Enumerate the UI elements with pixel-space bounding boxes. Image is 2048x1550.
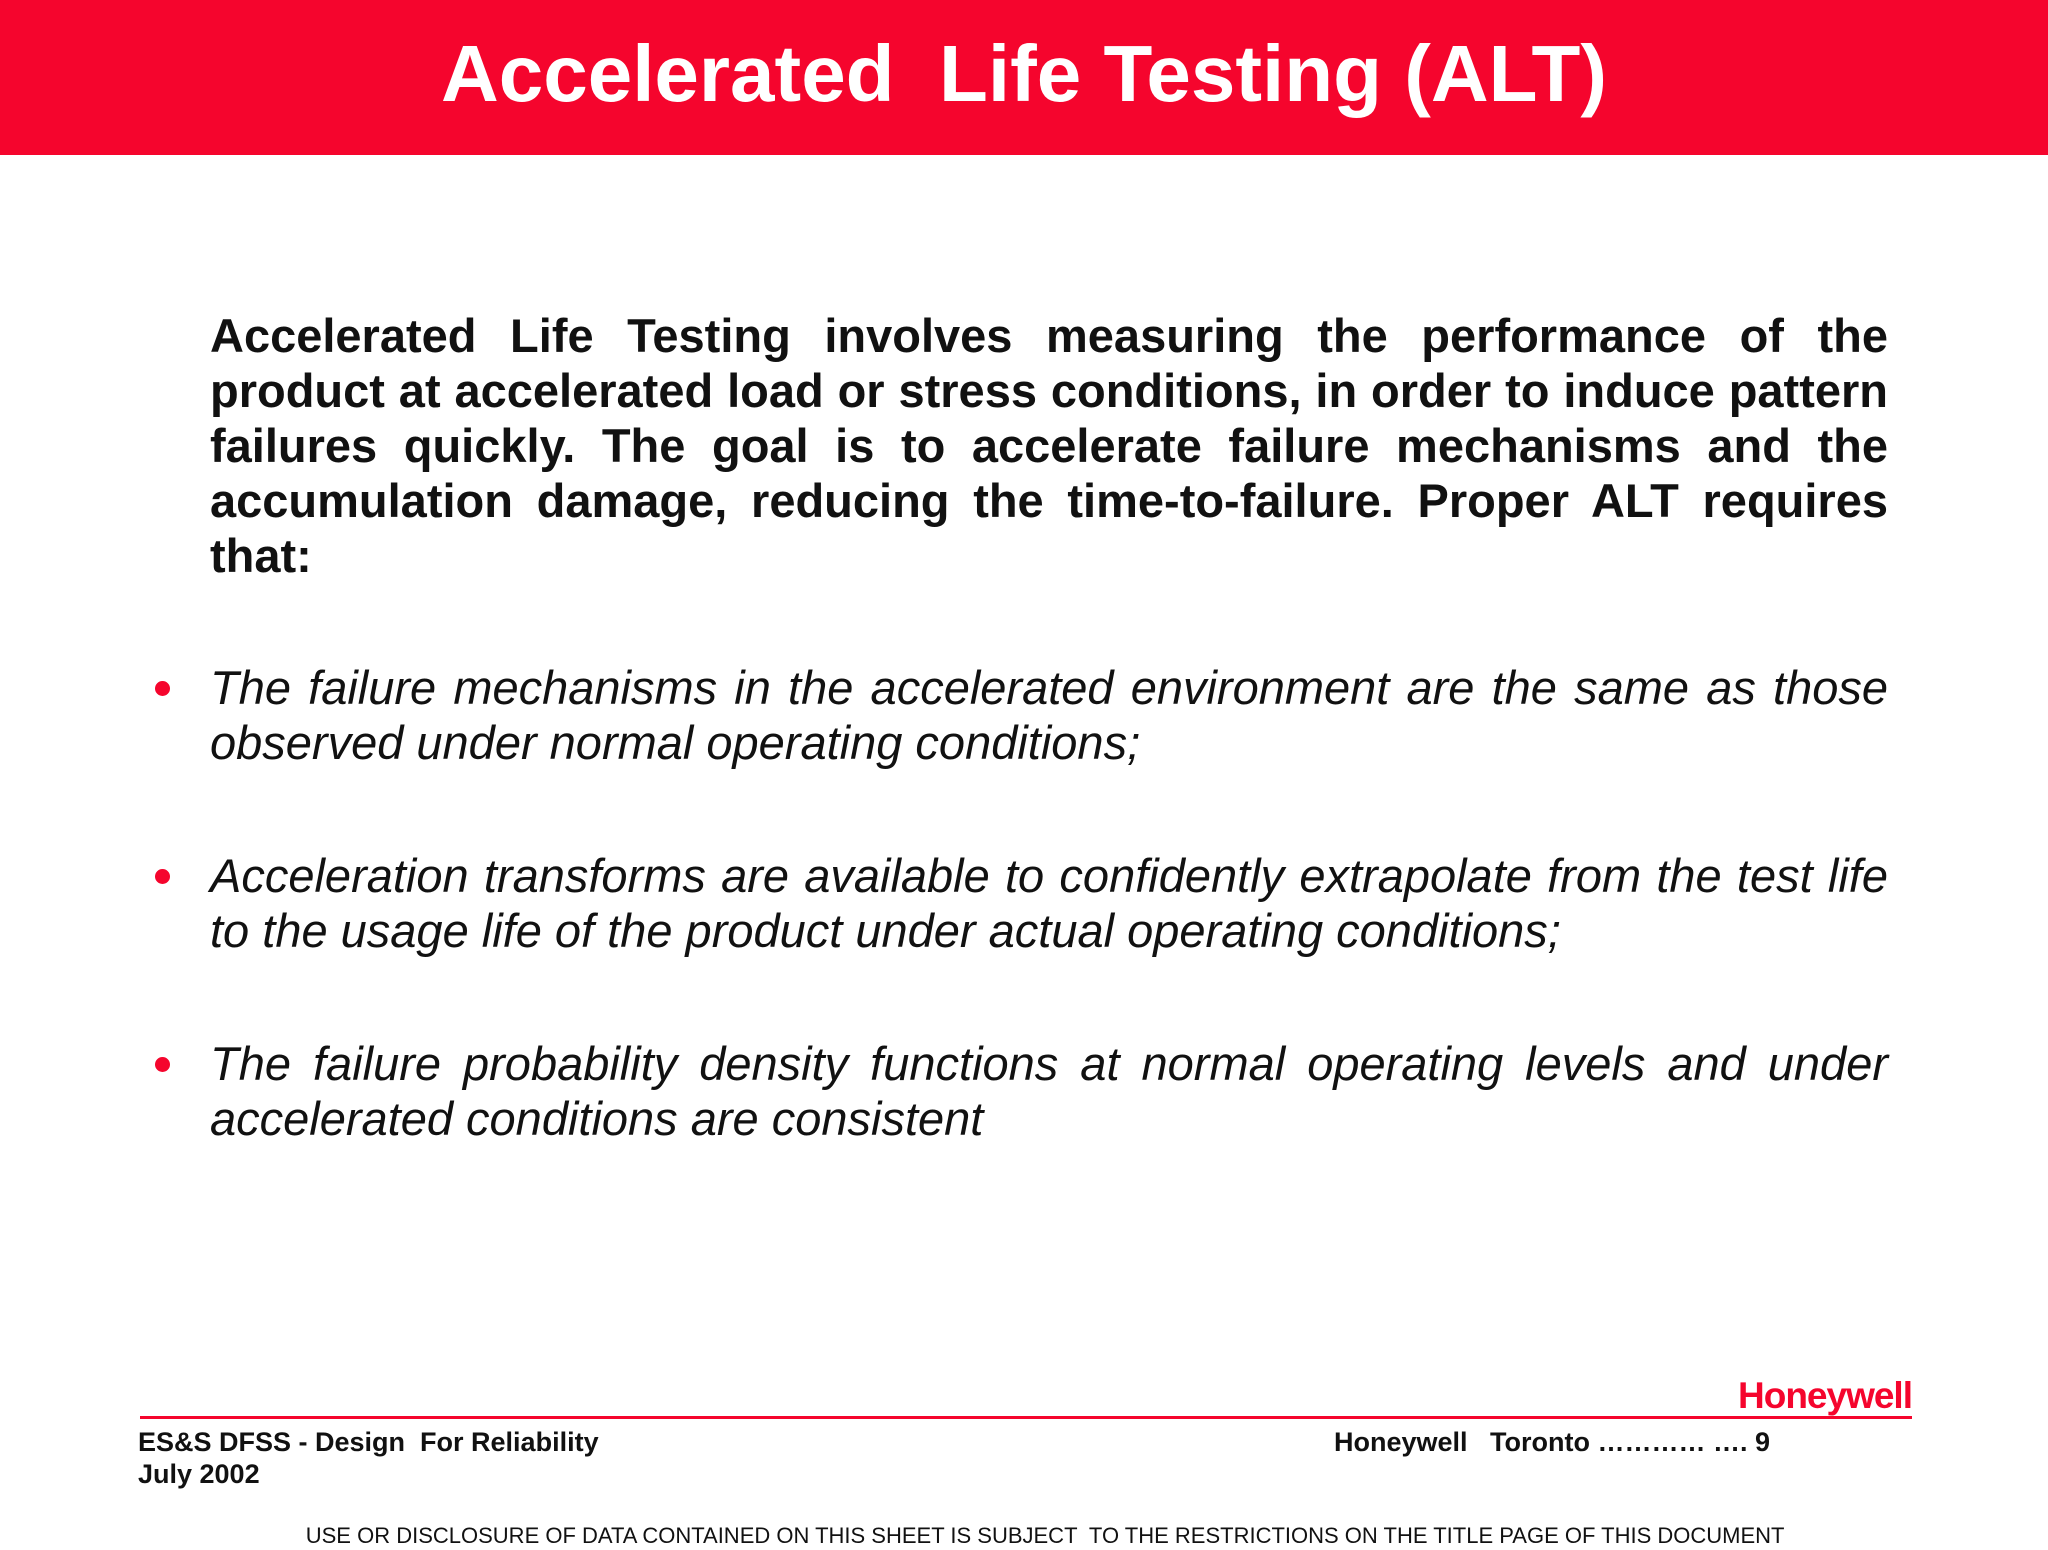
bullet-item — [210, 1036, 1888, 1146]
footer-course: ES&S DFSS - Design For Reliability — [138, 1427, 599, 1457]
footer-divider — [140, 1416, 1912, 1419]
footer-disclaimer-row — [0, 1494, 2048, 1550]
bullet-dot-icon — [155, 1057, 170, 1072]
footer-disclaimer: USE OR DISCLOSURE OF DATA CONTAINED ON THIS SHEET IS SUBJECT TO THE RESTRICTIONS ON THE TITLE PAGE OF THIS DOCUMENT — [305, 1523, 1785, 1548]
bullet-text: Acceleration transforms are available to confidently extrapolate from the test life to the usage life of the product under actual operating conditions; — [210, 849, 1888, 957]
bullet-text: The failure mechanisms in the accelerated environment are the same as those observed under normal operating conditions; — [210, 661, 1888, 769]
footer-left-block — [138, 1426, 599, 1490]
honeywell-logo: Honeywell — [1738, 1375, 1912, 1416]
footer-page-info: Honeywell Toronto ………… …. 9 — [1334, 1427, 1771, 1457]
bullet-dot-icon — [155, 869, 170, 884]
bullet-item — [210, 660, 1888, 770]
footer-date: July 2002 — [138, 1459, 260, 1489]
slide-title: Accelerated Life Testing (ALT) — [440, 29, 1608, 118]
bullet-text: The failure probability density functions at normal operating levels and under accelerated conditions are consistent — [210, 1037, 1888, 1145]
intro-paragraph: Accelerated Life Testing involves measuring the performance of the product at accelerated load or stress conditions, in order to induce pattern failures quickly. The goal is to accelerate failure mechanisms and the accumulation damage, reducing the time-to-failure. Proper ALT requires that: — [210, 309, 1888, 582]
title-bar — [0, 0, 2048, 155]
bullet-item — [210, 848, 1888, 958]
bullet-dot-icon — [155, 681, 170, 696]
